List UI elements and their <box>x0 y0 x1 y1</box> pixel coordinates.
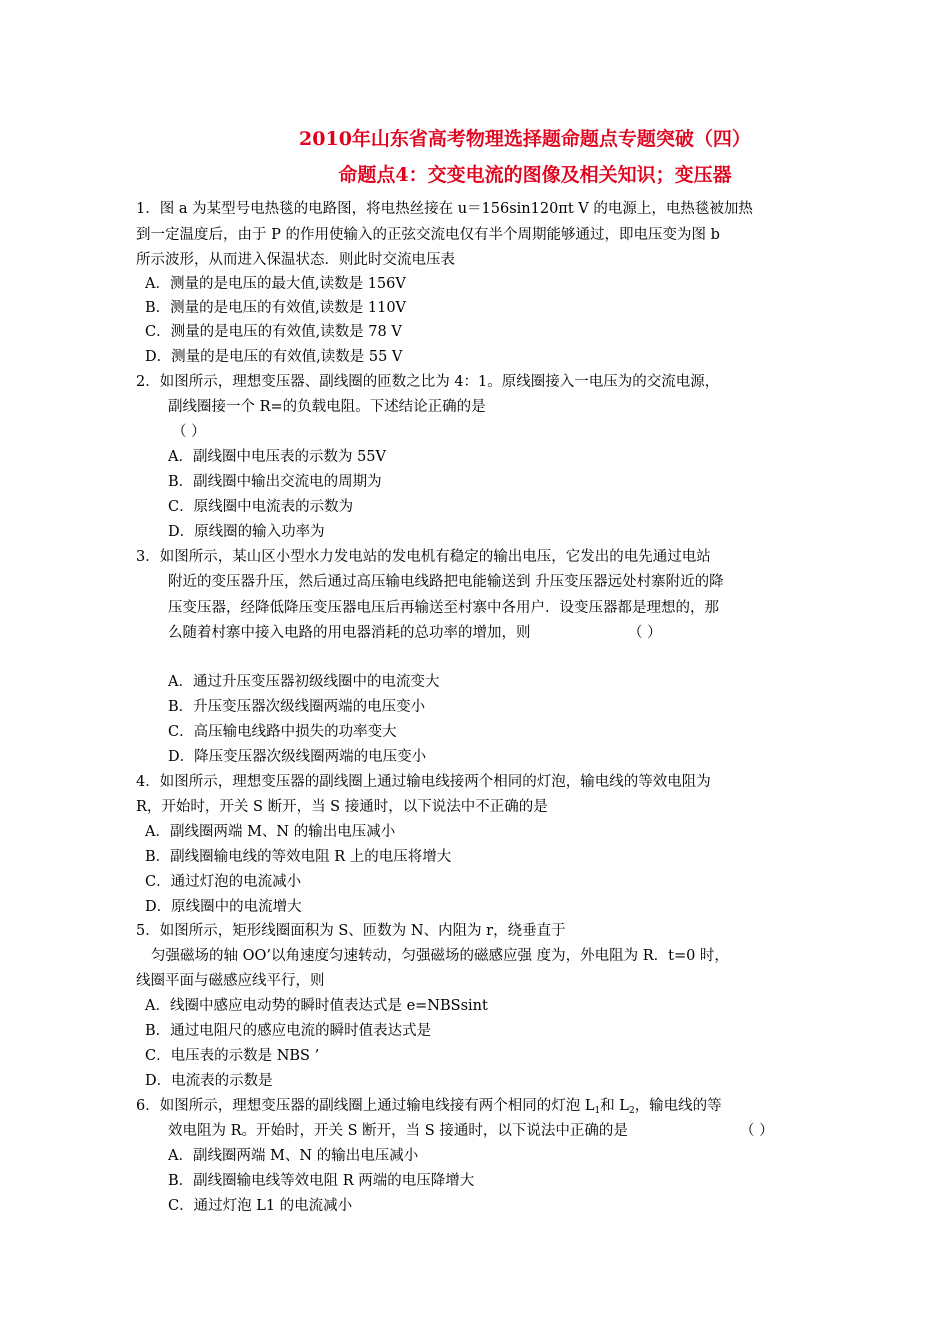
q2-option-b: B．副线圈中输出交流电的周期为 <box>168 474 382 490</box>
q5-stem-line1: 5．如图所示，矩形线圈面积为 S、匝数为 N、内阻为 r，绕垂直于 <box>136 923 566 939</box>
q5-option-b: B．通过电阻尺的感应电流的瞬时值表达式是 <box>145 1023 432 1039</box>
q2-option-a: A．副线圈中电压表的示数为 55V <box>168 449 387 465</box>
q6-answer-paren: （ ） <box>740 1123 774 1139</box>
q3-stem-line4: 么随着村寨中接入电路的用电器消耗的总功率的增加，则 <box>168 625 531 641</box>
q1-stem-line3: 所示波形，从而进入保温状态．则此时交流电压表 <box>136 252 455 268</box>
l1-subscript: 1 <box>594 1106 601 1116</box>
q6-option-a: A．副线圈两端 M、N 的输出电压减小 <box>168 1148 419 1164</box>
q3-stem-line1: 3．如图所示，某山区小型水力发电站的发电机有稳定的输出电压，它发出的电先通过电站 <box>136 549 711 565</box>
q3-answer-paren: （ ） <box>628 625 662 641</box>
q6-stem-line1-part1: 6．如图所示，理想变压器的副线圈上通过输电线接有两个相同的灯泡 L <box>136 1098 595 1114</box>
q6-stem-line1-part3: ，输电线的等 <box>634 1098 722 1114</box>
q1-option-d: D．测量的是电压的有效值,读数是 55 V <box>145 349 403 365</box>
page-title: 2010年山东省高考物理选择题命题点专题突破（四） <box>299 128 751 150</box>
q4-stem-line2: R，开始时，开关 S 断开，当 S 接通时，以下说法中不正确的是 <box>136 799 548 815</box>
q2-option-c: C．原线圈中电流表的示数为 <box>168 499 354 515</box>
q4-option-a: A．副线圈两端 M、N 的输出电压减小 <box>145 824 396 840</box>
l2-subscript: 2 <box>628 1106 635 1116</box>
q6-stem-line1 <box>136 1096 722 1121</box>
q2-stem-line2: 副线圈接一个 R=的负载电阻。下述结论正确的是 <box>168 399 486 415</box>
q5-option-c: C．电压表的示数是 NBS ’ <box>145 1048 320 1064</box>
q5-option-a: A．线圈中感应电动势的瞬时值表达式是 e=NBSsint <box>145 998 488 1014</box>
q5-stem-line3: 线圈平面与磁感应线平行，则 <box>136 973 325 989</box>
q4-stem-line1: 4．如图所示，理想变压器的副线圈上通过输电线接两个相同的灯泡，输电线的等效电阻为 <box>136 774 711 790</box>
q4-option-c: C．通过灯泡的电流减小 <box>145 874 302 890</box>
q1-stem-line2: 到一定温度后，由于 P 的作用使输入的正弦交流电仅有半个周期能够通过，即电压变为图 b <box>136 227 720 243</box>
q4-option-b: B．副线圈输电线的等效电阻 R 上的电压将增大 <box>145 849 452 865</box>
q4-option-d: D．原线圈中的电流增大 <box>145 899 302 915</box>
q1-stem-line1: 1．图 a 为某型号电热毯的电路图，将电热丝接在 u＝156sin120πt V 的电源上，电热毯被加热 <box>136 201 753 217</box>
q3-stem-line2: 附近的变压器升压，然后通过高压输电线路把电能输送到 升压变压器远处村寨附近的降 <box>168 574 724 590</box>
q6-option-c: C．通过灯泡 L1 的电流减小 <box>168 1198 353 1214</box>
q5-stem-line2: 匀强磁场的轴 OO’以角速度匀速转动，匀强磁场的磁感应强 度为，外电阻为 R．t=0 时， <box>151 948 729 964</box>
q3-option-a: A．通过升压变压器初级线圈中的电流变大 <box>168 674 440 690</box>
q2-stem-line1: 2．如图所示，理想变压器、副线圈的匝数之比为 4：1。原线圈接入一电压为的交流电源， <box>136 374 720 390</box>
q6-stem-line2: 效电阻为 R。开始时，开关 S 断开，当 S 接通时，以下说法中正确的是 <box>168 1123 628 1139</box>
q3-option-b: B．升压变压器次级线圈两端的电压变小 <box>168 699 426 715</box>
q6-stem-line1-part2: 和 L <box>600 1098 629 1114</box>
q3-option-c: C．高压输电线路中损失的功率变大 <box>168 724 397 740</box>
q3-stem-line3: 压变压器，经降低降压变压器电压后再输送至村寨中各用户．设变压器都是理想的，那 <box>168 600 719 616</box>
q5-option-d: D．电流表的示数是 <box>145 1073 273 1089</box>
q2-answer-paren: （ ） <box>172 424 206 440</box>
q1-option-a: A．测量的是电压的最大值,读数是 156V <box>145 276 406 292</box>
page-subtitle: 命题点4：交变电流的图像及相关知识；变压器 <box>338 164 732 186</box>
q1-option-c: C．测量的是电压的有效值,读数是 78 V <box>145 324 402 340</box>
q6-option-b: B．副线圈输电线等效电阻 R 两端的电压降增大 <box>168 1173 475 1189</box>
q1-option-b: B．测量的是电压的有效值,读数是 110V <box>145 300 407 316</box>
q2-option-d: D．原线圈的输入功率为 <box>168 524 325 540</box>
q3-option-d: D．降压变压器次级线圈两端的电压变小 <box>168 749 427 765</box>
